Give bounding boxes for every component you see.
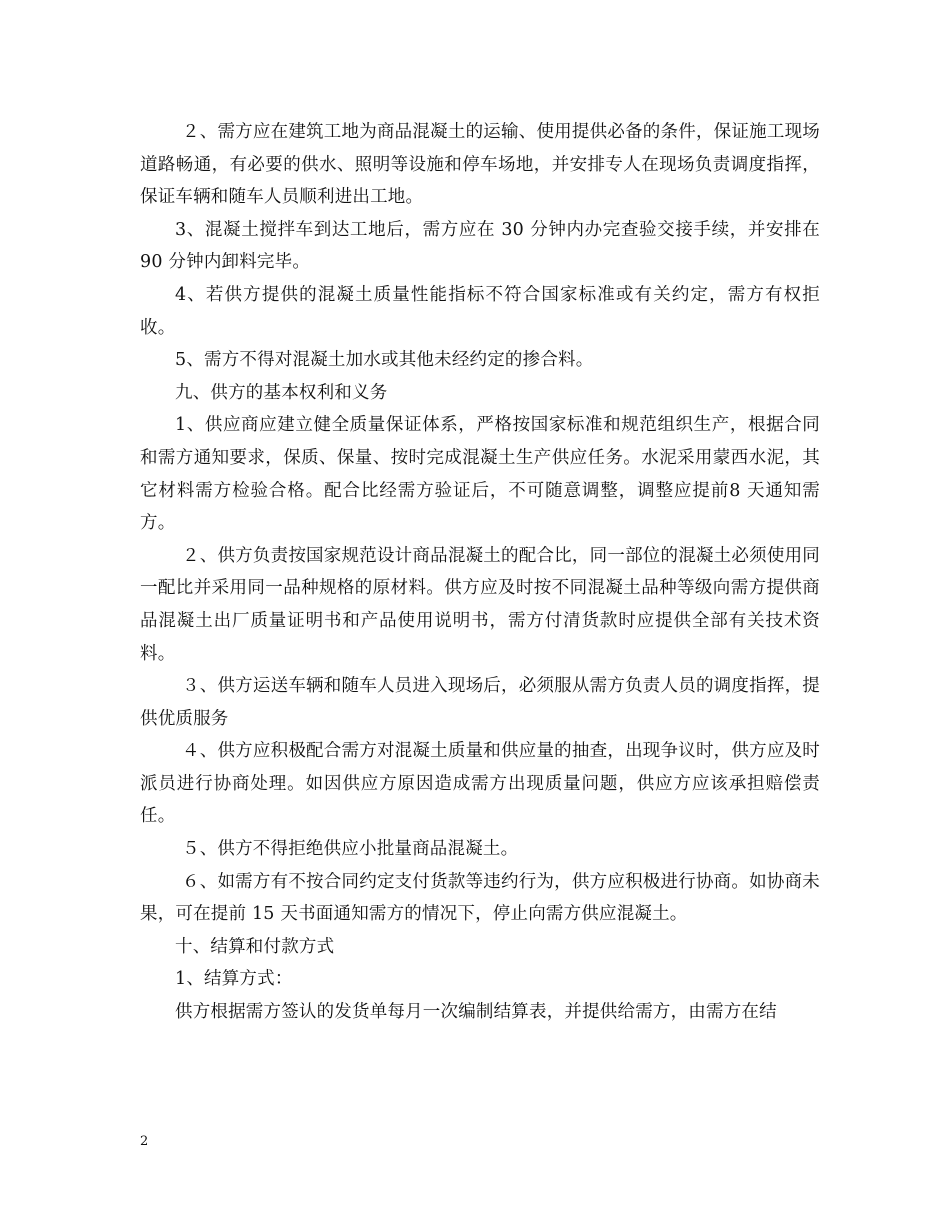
paragraph-no-water-adding: 5、需方不得对混凝土加水或其他未经约定的掺合料。 <box>175 350 594 371</box>
paragraph-quality-inspection: ４、供方应积极配合需方对混凝土质量和供应量的抽查，出现争议时，供方应及时派员进行协商处理。如因供应方原因造成需方出现质量问题，供应方应该承担赔偿责任。 <box>140 741 820 827</box>
paragraph-settlement-method: 1、结算方式： <box>175 969 293 990</box>
paragraph-settlement-detail: 供方根据需方签认的发货单每月一次编制结算表，并提供给需方，由需方在结 <box>175 1002 777 1023</box>
paragraph-small-batch: ５、供方不得拒绝供应小批量商品混凝土。 <box>182 839 519 860</box>
paragraph-right-to-reject: 4、若供方提供的混凝土质量性能指标不符合国家标准或有关约定，需方有权拒收。 <box>140 284 820 338</box>
section-heading-settlement: 十、结算和付款方式 <box>175 936 335 957</box>
paragraph-quality-system: 1、供应商应建立健全质量保证体系，严格按国家标准和规范组织生产，根据合同和需方通知要求，保质、保量、按时完成混凝土生产供应任务。水泥采用蒙西水泥，其它材料需方检验合格。配合比经需方验证后，不可随意调整，调整应提前8 天通知需方。 <box>140 415 820 534</box>
section-heading-supplier-rights: 九、供方的基本权利和义务 <box>175 382 388 403</box>
paragraph-breach-payment: ６、如需方有不按合同约定支付货款等违约行为，供方应积极进行协商。如协商未果，可在提前 15 天书面通知需方的情况下，停止向需方供应混凝土。 <box>140 871 820 925</box>
page-number: 2 <box>140 1134 149 1149</box>
document-body <box>140 116 820 1029</box>
paragraph-handover-time: 3、混凝土搅拌车到达工地后，需方应在 30 分钟内办完查验交接手续，并安排在 90 分钟内卸料完毕。 <box>140 219 820 273</box>
paragraph-mix-design: ２、供方负责按国家规范设计商品混凝土的配合比，同一部位的混凝土必须使用同一配比并采用同一品种规格的原材料。供方应及时按不同混凝土品种等级向需方提供商品混凝土出厂质量证明书和产品使用说明书，需方付清货款时应提供全部有关技术资料。 <box>140 545 820 664</box>
paragraph-site-dispatch: ３、供方运送车辆和随车人员进入现场后，必须服从需方负责人员的调度指挥，提供优质服务 <box>140 676 820 729</box>
paragraph-demander-site-conditions: ２、需方应在建筑工地为商品混凝土的运输、使用提供必备的条件，保证施工现场道路畅通，有必要的供水、照明等设施和停车场地，并安排专人在现场负责调度指挥，保证车辆和随车人员顺利进出工地。 <box>140 122 820 208</box>
